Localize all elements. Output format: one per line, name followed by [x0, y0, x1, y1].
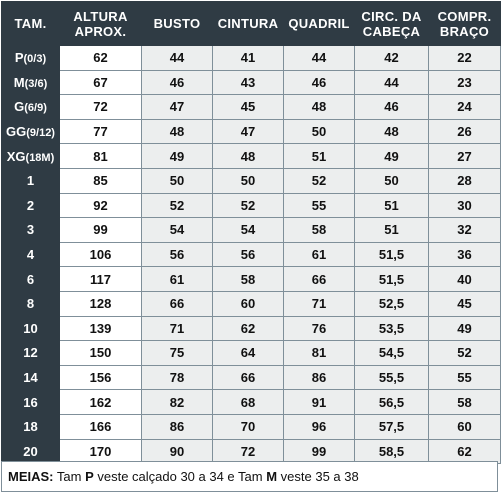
size-label: 3 — [26, 222, 35, 238]
size-label-cell — [2, 193, 60, 218]
cell-cabeca: 55,5 — [355, 365, 429, 390]
cell-quadril: 71 — [284, 291, 355, 316]
table-row — [2, 242, 501, 267]
cell-quadril: 81 — [284, 341, 355, 366]
cell-busto: 82 — [142, 390, 213, 415]
cell-quadril: 46 — [284, 70, 355, 95]
table-row — [2, 365, 501, 390]
size-label: GG — [6, 124, 27, 140]
cell-busto: 75 — [142, 341, 213, 366]
cell-quadril: 58 — [284, 218, 355, 243]
size-label: 18 — [23, 419, 38, 435]
cell-braco: 36 — [429, 242, 501, 267]
cell-cintura: 50 — [213, 168, 284, 193]
size-label: 14 — [23, 370, 38, 386]
cell-busto: 61 — [142, 267, 213, 292]
cell-quadril: 51 — [284, 144, 355, 169]
size-label: 8 — [26, 296, 35, 312]
cell-altura: 128 — [60, 291, 142, 316]
table-row — [2, 414, 501, 439]
cell-cintura: 60 — [213, 291, 284, 316]
size-label-cell — [2, 242, 60, 267]
cell-cabeca: 44 — [355, 70, 429, 95]
socks-size-m: M — [266, 469, 278, 484]
cell-cabeca: 51,5 — [355, 242, 429, 267]
size-label: XG — [6, 148, 26, 164]
cell-cabeca: 42 — [355, 46, 429, 71]
cell-braco: 23 — [429, 70, 501, 95]
table-row — [2, 119, 501, 144]
cell-braco: 49 — [429, 316, 501, 341]
table-row — [2, 341, 501, 366]
cell-quadril: 96 — [284, 414, 355, 439]
size-age-range: (0/3) — [23, 53, 47, 66]
table-row — [2, 144, 501, 169]
cell-altura: 62 — [60, 46, 142, 71]
cell-cabeca: 52,5 — [355, 291, 429, 316]
cell-cintura: 70 — [213, 414, 284, 439]
cell-quadril: 55 — [284, 193, 355, 218]
cell-altura: 85 — [60, 168, 142, 193]
cell-cabeca: 58,5 — [355, 439, 429, 464]
table-row — [2, 95, 501, 120]
cell-cintura: 41 — [213, 46, 284, 71]
cell-cintura: 54 — [213, 218, 284, 243]
cell-busto: 46 — [142, 70, 213, 95]
size-label-cell — [2, 70, 60, 95]
socks-text-3: veste 35 a 38 — [277, 469, 359, 484]
table-row — [2, 193, 501, 218]
cell-braco: 45 — [429, 291, 501, 316]
cell-cabeca: 46 — [355, 95, 429, 120]
cell-braco: 27 — [429, 144, 501, 169]
cell-quadril: 91 — [284, 390, 355, 415]
cell-cintura: 58 — [213, 267, 284, 292]
cell-cintura: 56 — [213, 242, 284, 267]
cell-braco: 58 — [429, 390, 501, 415]
cell-busto: 90 — [142, 439, 213, 464]
cell-busto: 52 — [142, 193, 213, 218]
socks-text-2: veste calçado 30 a 34 e Tam — [93, 469, 267, 484]
size-age-range: (6/9) — [24, 102, 47, 115]
cell-cabeca: 56,5 — [355, 390, 429, 415]
table-body — [2, 46, 501, 464]
size-label: P — [14, 50, 24, 66]
cell-cintura: 43 — [213, 70, 284, 95]
cell-cabeca: 48 — [355, 119, 429, 144]
cell-cabeca: 50 — [355, 168, 429, 193]
cell-braco: 40 — [429, 267, 501, 292]
size-age-range: (18M) — [25, 151, 55, 164]
cell-busto: 86 — [142, 414, 213, 439]
table-row — [2, 439, 501, 464]
size-label-cell — [2, 414, 60, 439]
table-row — [2, 291, 501, 316]
cell-quadril: 48 — [284, 95, 355, 120]
cell-altura: 81 — [60, 144, 142, 169]
size-label-cell — [2, 144, 60, 169]
cell-braco: 22 — [429, 46, 501, 71]
table-row — [2, 46, 501, 71]
header-quadril: QUADRIL — [284, 2, 355, 46]
size-label: 1 — [26, 173, 35, 189]
size-label: 16 — [23, 394, 38, 410]
header-circ-cabeca: CIRC. DA CABEÇA — [355, 2, 429, 46]
size-label-cell — [2, 439, 60, 464]
cell-braco: 26 — [429, 119, 501, 144]
cell-cintura: 45 — [213, 95, 284, 120]
cell-cintura: 62 — [213, 316, 284, 341]
cell-cintura: 48 — [213, 144, 284, 169]
cell-altura: 67 — [60, 70, 142, 95]
socks-note — [1, 461, 498, 492]
cell-altura: 139 — [60, 316, 142, 341]
size-label-cell — [2, 119, 60, 144]
cell-busto: 56 — [142, 242, 213, 267]
cell-busto: 49 — [142, 144, 213, 169]
cell-cabeca: 51 — [355, 193, 429, 218]
socks-text-1: Tam — [53, 469, 86, 484]
cell-altura: 150 — [60, 341, 142, 366]
size-label: G — [14, 99, 25, 115]
cell-busto: 66 — [142, 291, 213, 316]
size-label-cell — [2, 168, 60, 193]
cell-cabeca: 54,5 — [355, 341, 429, 366]
cell-busto: 54 — [142, 218, 213, 243]
size-label: 6 — [26, 271, 35, 287]
size-label-cell — [2, 46, 60, 71]
cell-altura: 106 — [60, 242, 142, 267]
cell-braco: 30 — [429, 193, 501, 218]
cell-busto: 71 — [142, 316, 213, 341]
size-label: 12 — [23, 345, 38, 361]
size-label-cell — [2, 365, 60, 390]
header-tam: TAM. — [2, 2, 60, 46]
size-label-cell — [2, 341, 60, 366]
cell-cintura: 72 — [213, 439, 284, 464]
cell-cabeca: 51,5 — [355, 267, 429, 292]
size-label: M — [13, 74, 25, 90]
cell-cintura: 47 — [213, 119, 284, 144]
size-label-cell — [2, 291, 60, 316]
cell-busto: 48 — [142, 119, 213, 144]
cell-altura: 92 — [60, 193, 142, 218]
cell-altura: 162 — [60, 390, 142, 415]
cell-cabeca: 49 — [355, 144, 429, 169]
size-label-cell — [2, 218, 60, 243]
table-row — [2, 70, 501, 95]
cell-braco: 60 — [429, 414, 501, 439]
table-row — [2, 390, 501, 415]
cell-cintura: 66 — [213, 365, 284, 390]
cell-cintura: 68 — [213, 390, 284, 415]
size-label: 2 — [26, 197, 35, 213]
socks-label: MEIAS: — [8, 469, 54, 484]
header-altura: ALTURA APROX. — [60, 2, 142, 46]
cell-quadril: 99 — [284, 439, 355, 464]
cell-quadril: 66 — [284, 267, 355, 292]
cell-cabeca: 51 — [355, 218, 429, 243]
table-row — [2, 218, 501, 243]
size-label-cell — [2, 390, 60, 415]
cell-braco: 28 — [429, 168, 501, 193]
header-busto: BUSTO — [142, 2, 213, 46]
cell-altura: 117 — [60, 267, 142, 292]
header-compr-braco: COMPR. BRAÇO — [429, 2, 501, 46]
size-age-range: (3/6) — [24, 77, 48, 90]
cell-braco: 62 — [429, 439, 501, 464]
cell-braco: 24 — [429, 95, 501, 120]
cell-altura: 166 — [60, 414, 142, 439]
header-cintura: CINTURA — [213, 2, 284, 46]
cell-quadril: 44 — [284, 46, 355, 71]
table-row — [2, 316, 501, 341]
size-label: 10 — [23, 320, 38, 336]
size-table — [1, 1, 501, 464]
size-label-cell — [2, 267, 60, 292]
table-row — [2, 267, 501, 292]
header-row — [2, 2, 501, 46]
cell-cintura: 64 — [213, 341, 284, 366]
size-label: 20 — [23, 443, 38, 459]
cell-altura: 156 — [60, 365, 142, 390]
cell-braco: 52 — [429, 341, 501, 366]
cell-busto: 47 — [142, 95, 213, 120]
size-label: 4 — [26, 247, 35, 263]
cell-braco: 55 — [429, 365, 501, 390]
size-age-range: (9/12) — [26, 127, 55, 140]
cell-quadril: 50 — [284, 119, 355, 144]
size-label-cell — [2, 95, 60, 120]
cell-busto: 44 — [142, 46, 213, 71]
cell-cabeca: 57,5 — [355, 414, 429, 439]
socks-size-p: P — [85, 469, 94, 484]
size-label-cell — [2, 316, 60, 341]
cell-quadril: 76 — [284, 316, 355, 341]
cell-busto: 50 — [142, 168, 213, 193]
cell-altura: 170 — [60, 439, 142, 464]
cell-cintura: 52 — [213, 193, 284, 218]
cell-altura: 99 — [60, 218, 142, 243]
cell-busto: 78 — [142, 365, 213, 390]
table-row — [2, 168, 501, 193]
cell-quadril: 52 — [284, 168, 355, 193]
cell-quadril: 86 — [284, 365, 355, 390]
cell-quadril: 61 — [284, 242, 355, 267]
cell-cabeca: 53,5 — [355, 316, 429, 341]
cell-altura: 77 — [60, 119, 142, 144]
cell-braco: 32 — [429, 218, 501, 243]
cell-altura: 72 — [60, 95, 142, 120]
